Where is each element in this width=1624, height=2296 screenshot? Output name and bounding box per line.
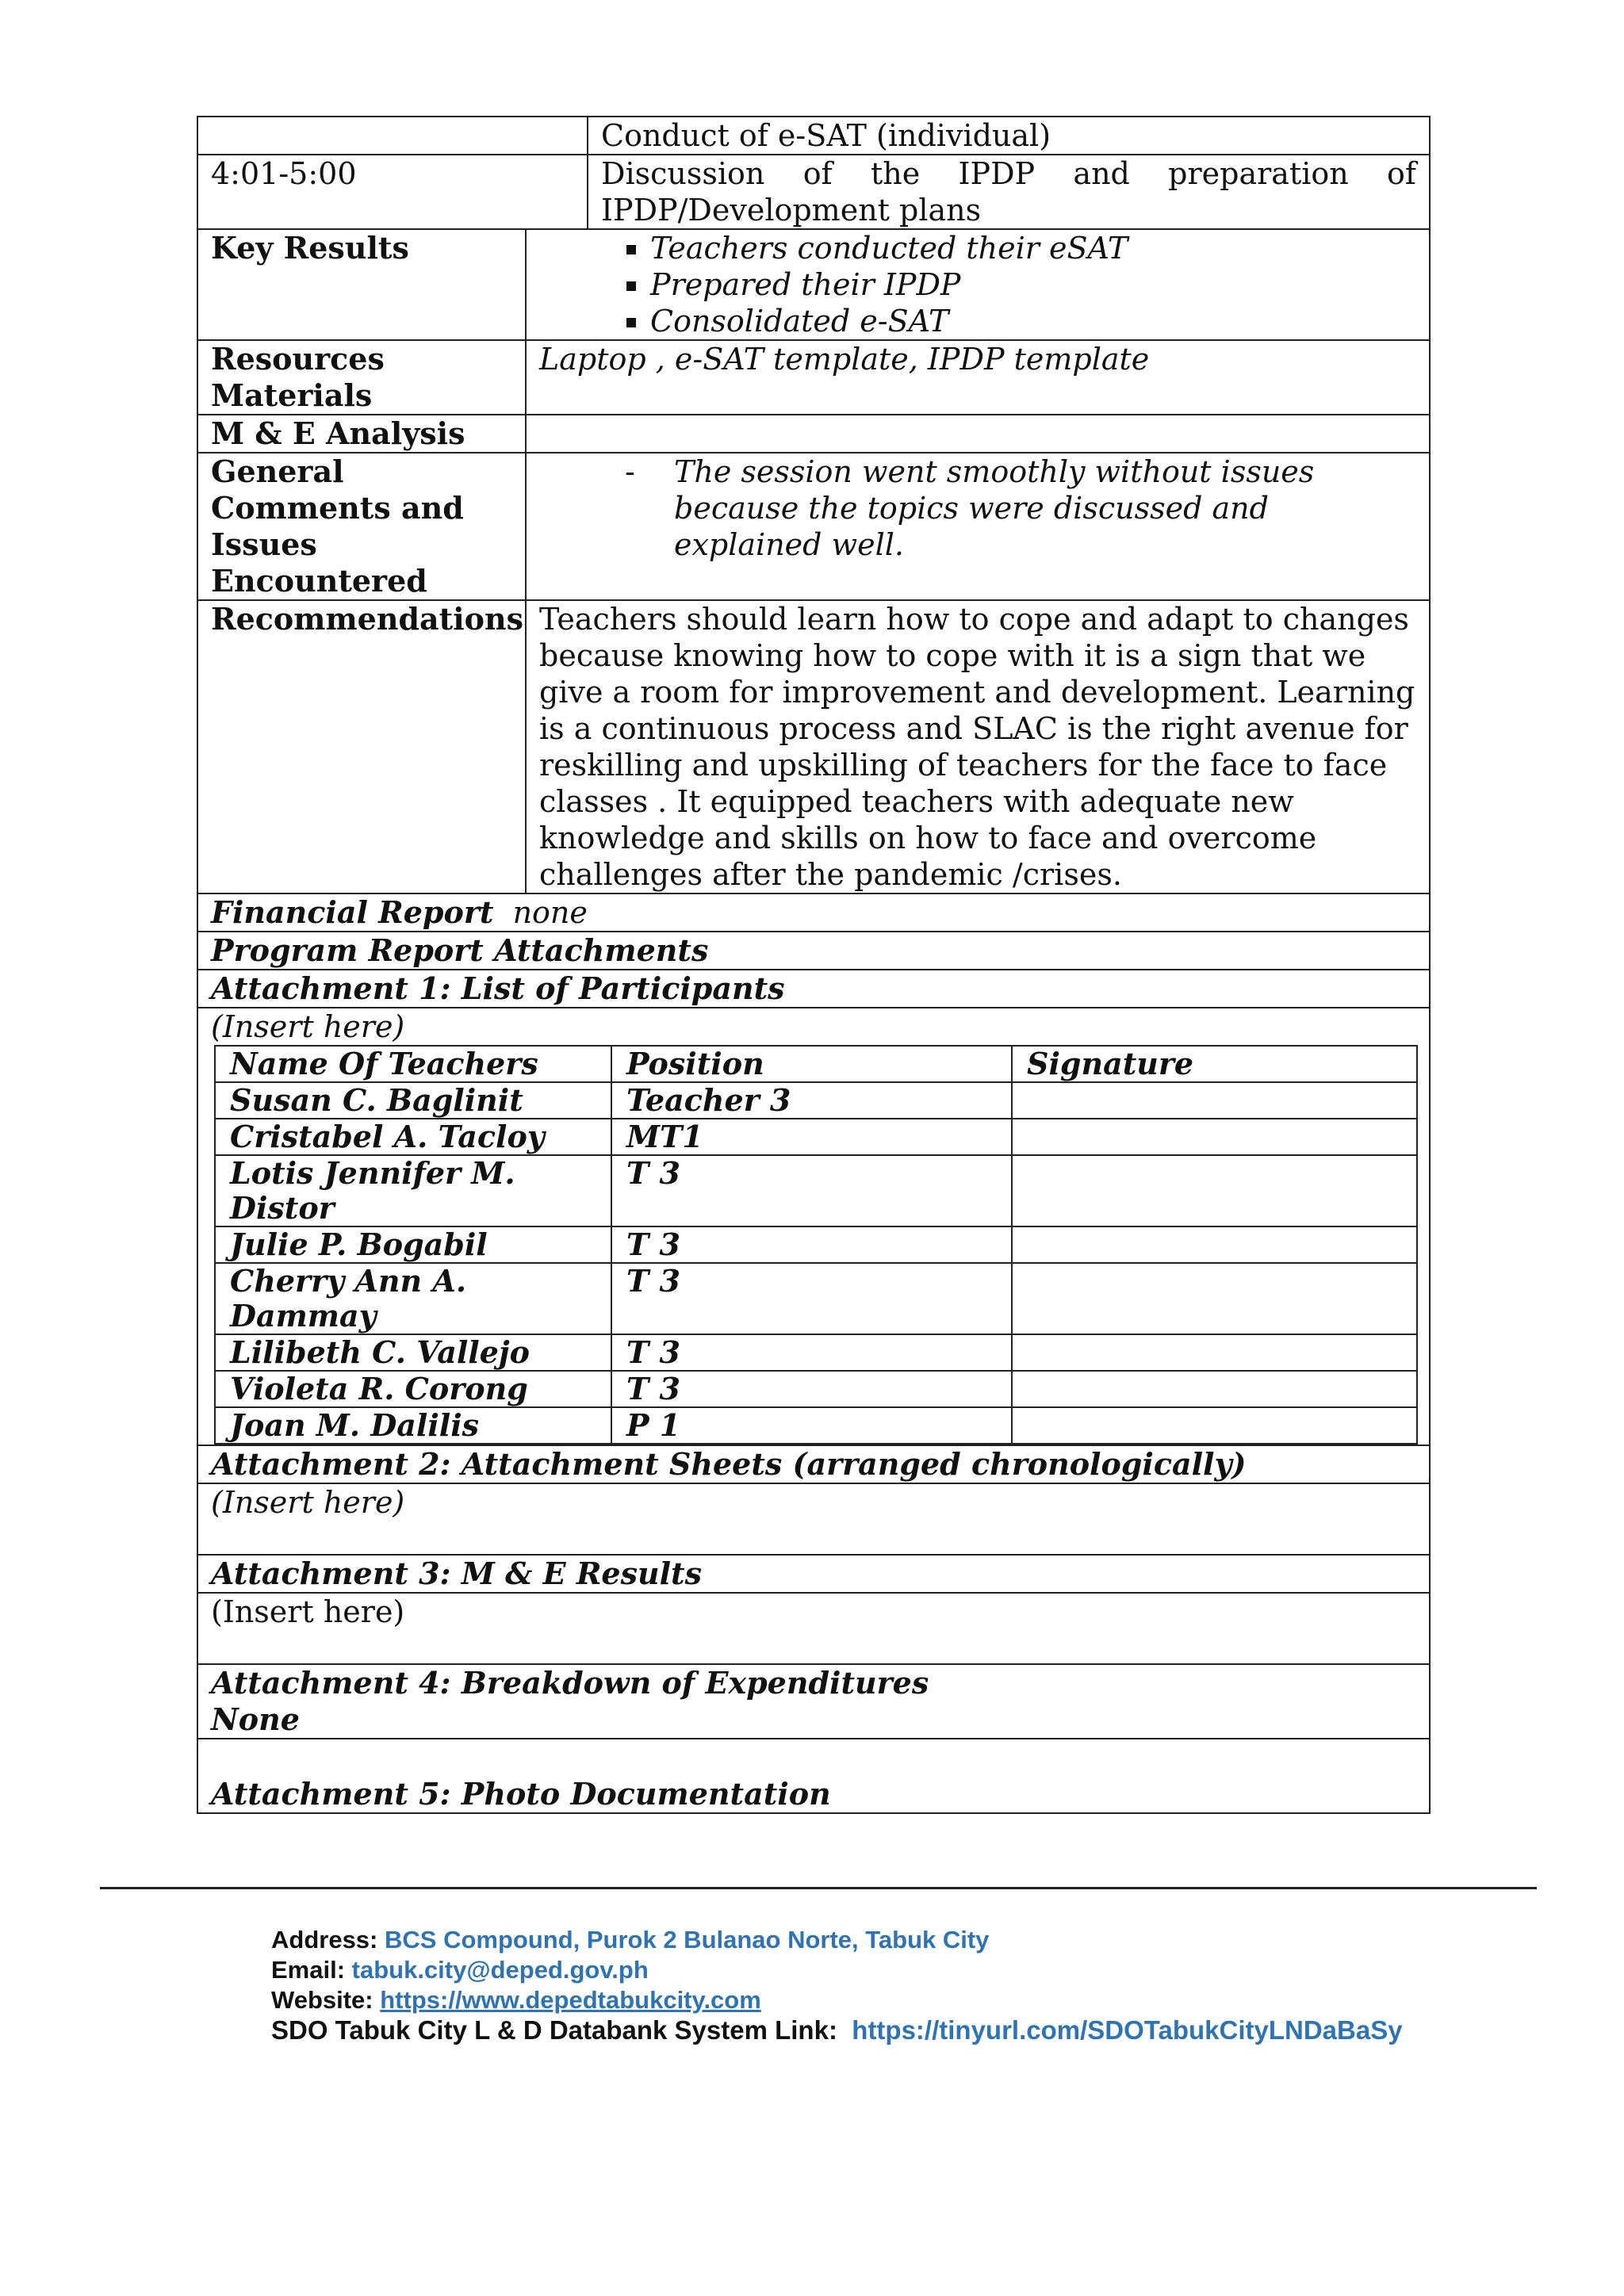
resources-row xyxy=(197,340,1430,415)
key-results-row xyxy=(197,229,1430,340)
attachment5-row xyxy=(197,1739,1430,1813)
table-row xyxy=(215,1263,1417,1334)
teacher-position: T 3 xyxy=(611,1334,1012,1371)
me-analysis-row xyxy=(197,415,1430,453)
teacher-name: Lotis Jennifer M. Distor xyxy=(215,1155,611,1226)
resources-value: Laptop , e-SAT template, IPDP template xyxy=(526,340,1430,415)
comments-row xyxy=(197,453,1430,600)
teacher-name: Susan C. Baglinit xyxy=(215,1082,611,1119)
schedule-row xyxy=(197,117,1430,155)
website-link[interactable]: https://www.depedtabukcity.com xyxy=(380,1986,761,2014)
list-item: ▪ Prepared their IPDP xyxy=(650,266,1416,303)
teacher-signature xyxy=(1012,1371,1417,1407)
footer-email xyxy=(271,1955,1403,1985)
teacher-signature xyxy=(1012,1119,1417,1155)
attachment2-insert: (Insert here) xyxy=(197,1483,1430,1555)
table-row xyxy=(215,1226,1417,1263)
teacher-position: T 3 xyxy=(611,1371,1012,1407)
attachment2-title-row xyxy=(197,1445,1430,1483)
recommendations-label: Recommendations xyxy=(197,600,526,894)
key-results-cell xyxy=(526,229,1430,340)
column-header: Position xyxy=(611,1046,1012,1082)
teacher-position: T 3 xyxy=(611,1263,1012,1334)
report-table xyxy=(197,116,1431,1814)
table-row xyxy=(215,1155,1417,1226)
footer-address xyxy=(271,1925,1403,1955)
me-analysis-label: M & E Analysis xyxy=(197,415,526,453)
teacher-signature xyxy=(1012,1082,1417,1119)
table-row xyxy=(215,1371,1417,1407)
financial-row xyxy=(197,894,1430,932)
attachment4-title: Attachment 4: Breakdown of Expenditures xyxy=(211,1665,929,1701)
teacher-name: Julie P. Bogabil xyxy=(215,1226,611,1263)
participants-table xyxy=(214,1045,1418,1445)
schedule-row xyxy=(197,155,1430,229)
attachment4-row xyxy=(197,1664,1430,1739)
resources-label: Resources Materials xyxy=(197,340,526,415)
attachment3-title: Attachment 3: M & E Results xyxy=(197,1555,1430,1593)
schedule-time-cell xyxy=(197,117,588,155)
footer-databank xyxy=(271,2015,1403,2045)
table-row xyxy=(215,1119,1417,1155)
attachment3-body-row xyxy=(197,1593,1430,1664)
financial-cell xyxy=(197,894,1430,932)
teacher-name: Violeta R. Corong xyxy=(215,1371,611,1407)
databank-label: SDO Tabuk City L & D Databank System Link: xyxy=(271,2015,837,2045)
recommendations-value: Teachers should learn how to cope and adapt to changes because knowing how to cope with it is a sign that we give a room for improvement and development. Learning is a continuous process and SLAC is the right avenue for reskilling and upskilling of teachers for the face to face classes . It equipped teachers with adequate new knowledge and skills on how to face and overcome challenges after the pandemic /crises. xyxy=(526,600,1430,894)
program-report-row xyxy=(197,932,1430,970)
teacher-name: Cherry Ann A. Dammay xyxy=(215,1263,611,1334)
me-analysis-value xyxy=(526,415,1430,453)
teacher-position: T 3 xyxy=(611,1226,1012,1263)
table-row xyxy=(215,1334,1417,1371)
email-link[interactable]: tabuk.city@deped.gov.ph xyxy=(351,1956,649,1984)
databank-link[interactable]: https://tinyurl.com/SDOTabukCityLNDaBaSy xyxy=(852,2015,1403,2045)
attachment4-value: None xyxy=(211,1701,300,1737)
teacher-signature xyxy=(1012,1226,1417,1263)
schedule-activity-cell: Conduct of e-SAT (individual) xyxy=(588,117,1430,155)
list-item: - The session went smoothly without issues because the topics were discussed and explained well. xyxy=(674,453,1416,563)
teacher-position: T 3 xyxy=(611,1155,1012,1226)
attachment2-title: Attachment 2: Attachment Sheets (arranged chronologically) xyxy=(197,1445,1430,1483)
attachment5-title: Attachment 5: Photo Documentation xyxy=(197,1739,1430,1813)
attachment1-title-row xyxy=(197,970,1430,1008)
attachment3-title-row xyxy=(197,1555,1430,1593)
schedule-activity-cell: Discussion of the IPDP and preparation of IPDP/Development plans xyxy=(588,155,1430,229)
footer xyxy=(271,1925,1403,2045)
address-label: Address: xyxy=(271,1926,378,1954)
teacher-signature xyxy=(1012,1263,1417,1334)
comments-label: General Comments and Issues Encountered xyxy=(197,453,526,600)
list-item: ▪ Consolidated e-SAT xyxy=(650,303,1416,339)
program-report-heading: Program Report Attachments xyxy=(197,932,1430,970)
attachment1-body xyxy=(197,1008,1430,1445)
teacher-position: MT1 xyxy=(611,1119,1012,1155)
key-results-list xyxy=(539,230,1416,339)
attachment2-body-row xyxy=(197,1483,1430,1555)
footer-divider xyxy=(100,1887,1537,1889)
footer-website xyxy=(271,1985,1403,2015)
teacher-signature xyxy=(1012,1407,1417,1444)
attachment3-insert: (Insert here) xyxy=(197,1593,1430,1664)
teacher-position: P 1 xyxy=(611,1407,1012,1444)
email-label: Email: xyxy=(271,1956,346,1984)
list-item: ▪ Teachers conducted their eSAT xyxy=(650,230,1416,266)
teacher-signature xyxy=(1012,1334,1417,1371)
recommendations-row xyxy=(197,600,1430,894)
key-results-label: Key Results xyxy=(197,229,526,340)
attachment1-title: Attachment 1: List of Participants xyxy=(197,970,1430,1008)
website-label: Website: xyxy=(271,1986,373,2014)
teacher-position: Teacher 3 xyxy=(611,1082,1012,1119)
teacher-signature xyxy=(1012,1155,1417,1226)
table-row xyxy=(215,1407,1417,1444)
teacher-name: Cristabel A. Tacloy xyxy=(215,1119,611,1155)
financial-label: Financial Report xyxy=(211,894,494,930)
attachment1-insert: (Insert here) xyxy=(211,1009,405,1044)
comments-cell xyxy=(526,453,1430,600)
teacher-name: Joan M. Dalilis xyxy=(215,1407,611,1444)
table-row xyxy=(215,1082,1417,1119)
column-header: Name Of Teachers xyxy=(215,1046,611,1082)
table-header-row xyxy=(215,1046,1417,1082)
column-header: Signature xyxy=(1012,1046,1417,1082)
teacher-name: Lilibeth C. Vallejo xyxy=(215,1334,611,1371)
comments-list xyxy=(539,453,1416,563)
attachment1-body-row xyxy=(197,1008,1430,1445)
address-value: BCS Compound, Purok 2 Bulanao Norte, Tabuk City xyxy=(385,1926,990,1954)
financial-value: none xyxy=(512,895,588,930)
schedule-time-cell: 4:01-5:00 xyxy=(197,155,588,229)
attachment4-cell xyxy=(197,1664,1430,1739)
